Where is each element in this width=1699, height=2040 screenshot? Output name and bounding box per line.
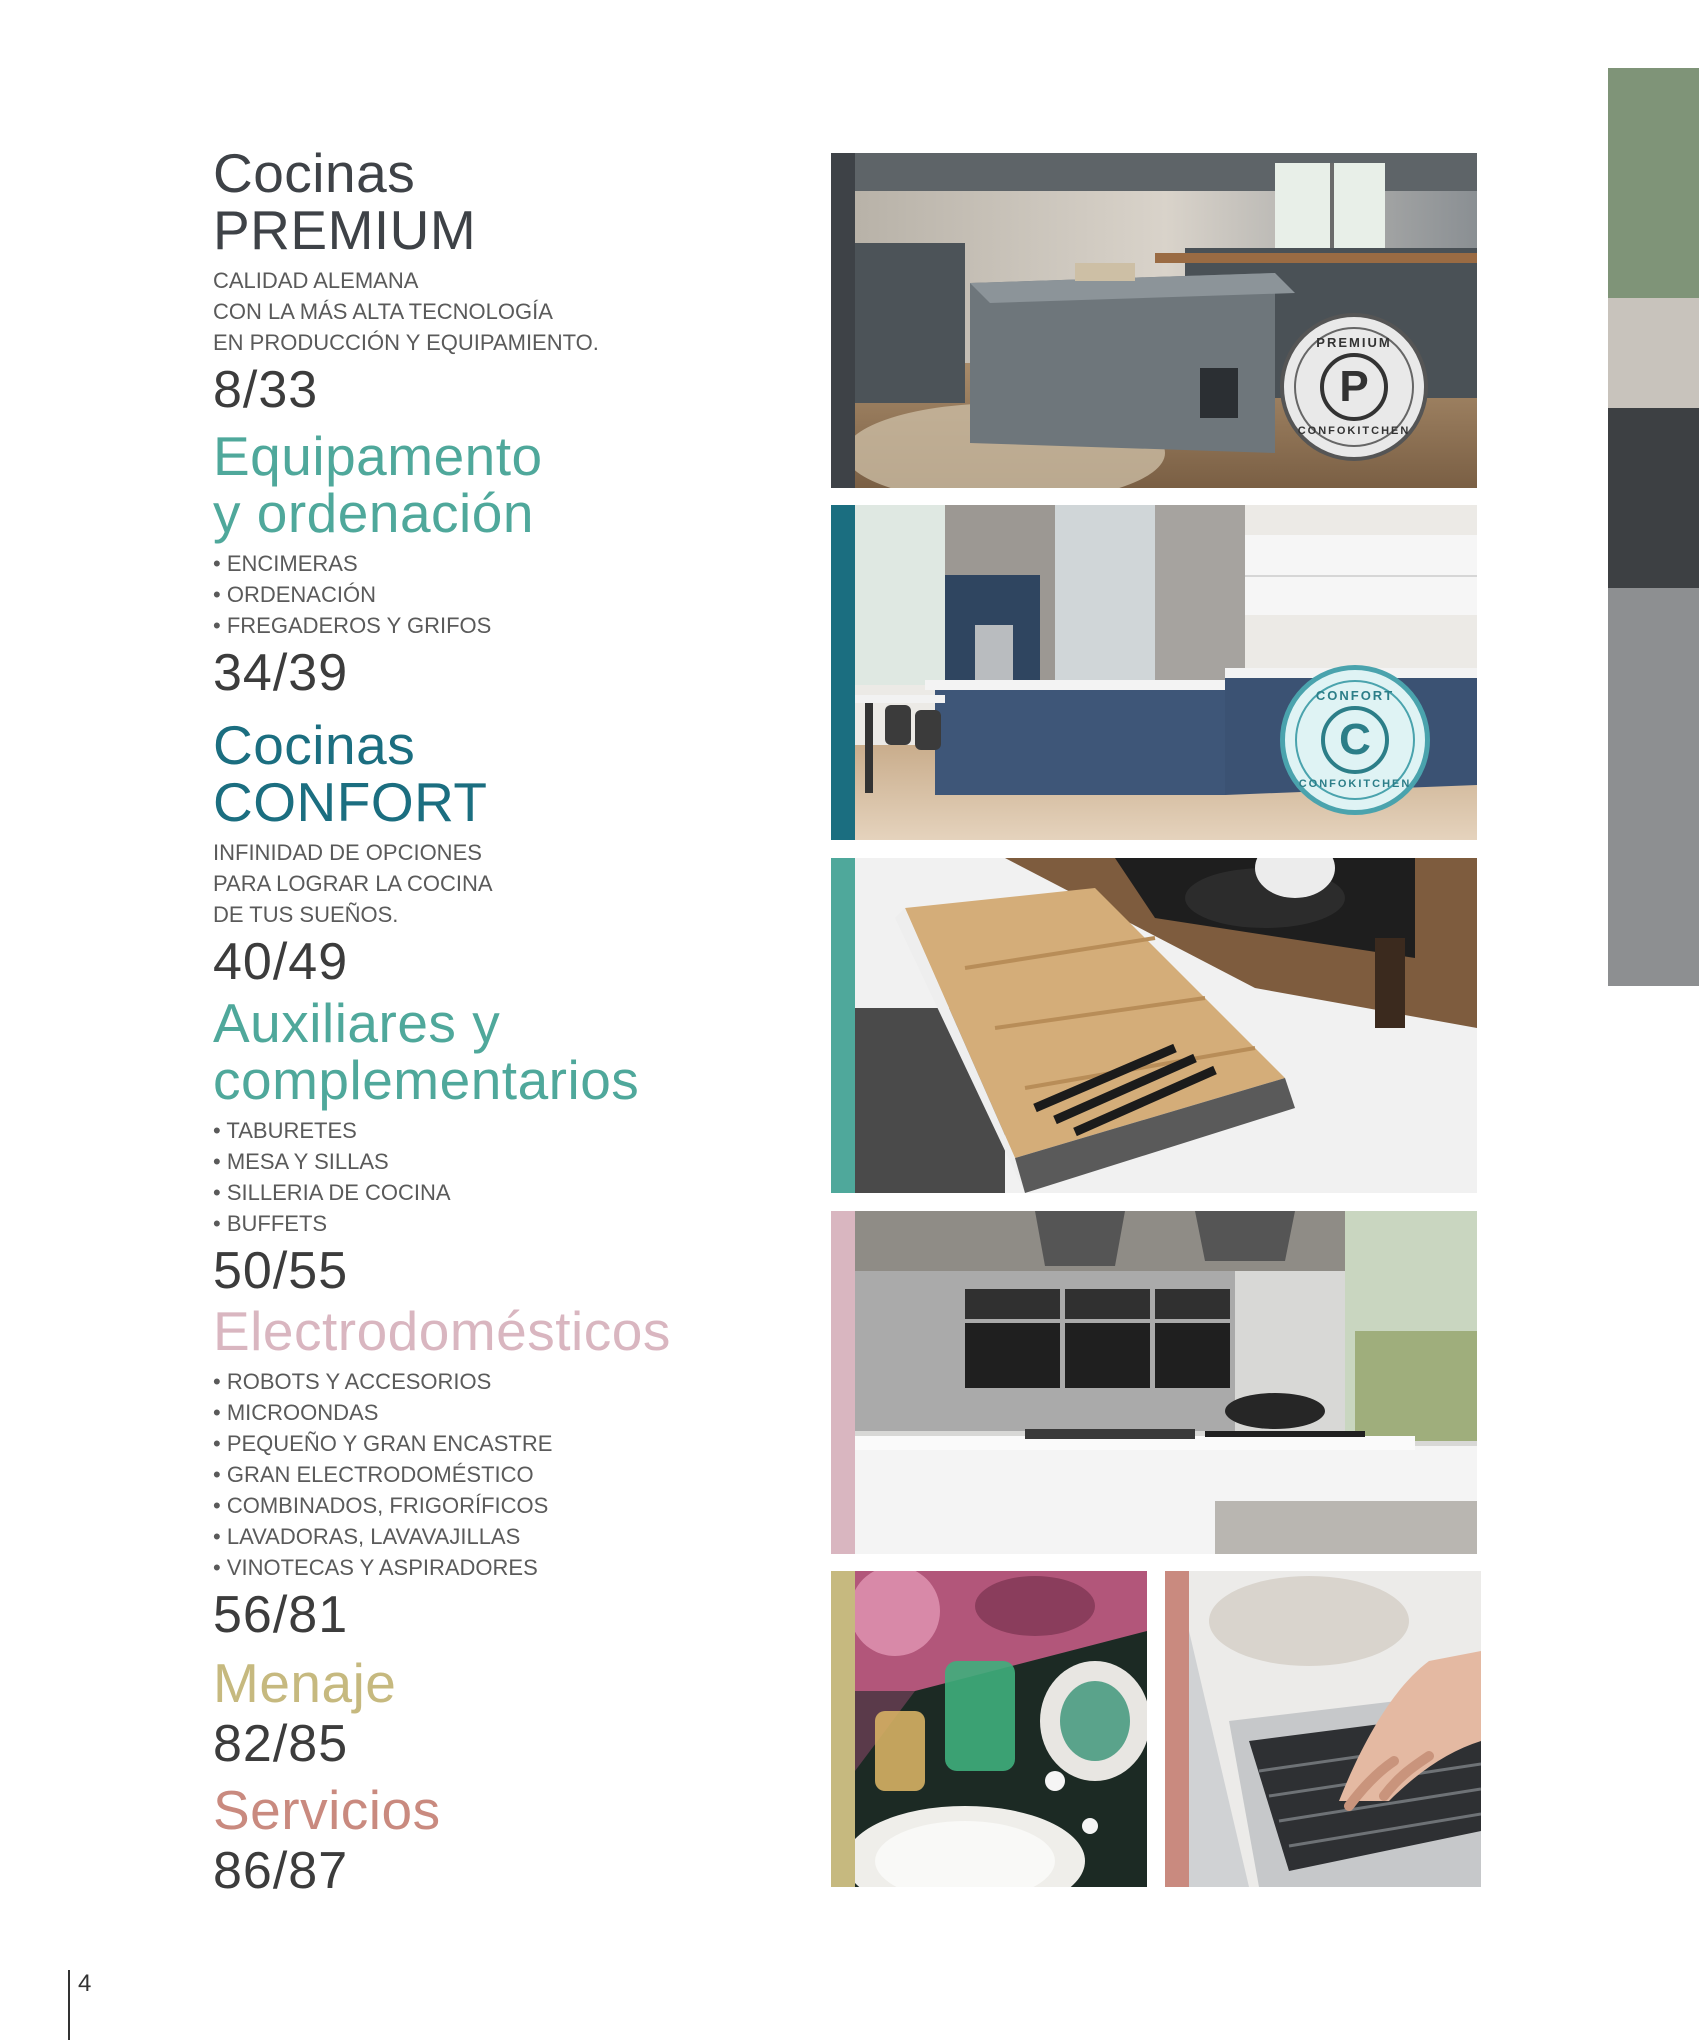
page-number: 4 — [78, 1970, 92, 1997]
confort-badge — [1280, 665, 1430, 815]
title-line-1: Menaje — [213, 1652, 397, 1714]
section-title — [213, 1779, 441, 1841]
section-title — [213, 992, 640, 1111]
section-bullets — [213, 1366, 671, 1583]
tile-menaje[interactable] — [831, 1571, 1147, 1887]
desc-line: CALIDAD ALEMANA — [213, 268, 419, 293]
tile-appliances[interactable] — [831, 1211, 1477, 1554]
title-line-1: Auxiliares y — [213, 992, 501, 1054]
page-range[interactable]: 40/49 — [213, 933, 349, 991]
tile-premium-kitchen[interactable] — [831, 153, 1477, 488]
drawer-photo — [855, 858, 1477, 1193]
bullet-item: • MICROONDAS — [213, 1397, 671, 1428]
color-bar — [831, 858, 855, 1193]
page-range[interactable]: 34/39 — [213, 644, 349, 702]
laptop-photo — [1189, 1571, 1481, 1887]
title-line-2: complementarios — [213, 1049, 640, 1111]
badge-bottom-text: CONFOKITCHEN — [1297, 425, 1411, 437]
bullet-item: • ROBOTS Y ACCESORIOS — [213, 1366, 671, 1397]
title-line-2: y ordenación — [213, 482, 534, 544]
section-servicios — [213, 1779, 441, 1900]
title-line-2: PREMIUM — [213, 199, 477, 261]
bullet-item: • ENCIMERAS — [213, 548, 543, 579]
desc-line: INFINIDAD DE OPCIONES — [213, 840, 482, 865]
badge-top-text: PREMIUM — [1316, 335, 1392, 350]
desc-line: PARA LOGRAR LA COCINA — [213, 871, 493, 896]
section-premium — [213, 142, 599, 419]
premium-badge — [1280, 313, 1428, 461]
bullet-item: • SILLERIA DE COCINA — [213, 1177, 639, 1208]
bullet-item: • COMBINADOS, FRIGORÍFICOS — [213, 1490, 671, 1521]
title-line-2: CONFORT — [213, 771, 488, 833]
section-auxiliares — [213, 992, 640, 1300]
facing-page-edge-image — [1608, 68, 1699, 986]
title-line-1: Equipamento — [213, 425, 543, 487]
section-electrodomesticos — [213, 1300, 671, 1644]
page-range[interactable]: 82/85 — [213, 1715, 349, 1773]
badge-top-text: CONFORT — [1315, 688, 1395, 703]
tile-drawer[interactable] — [831, 858, 1477, 1193]
desc-line: EN PRODUCCIÓN Y EQUIPAMIENTO. — [213, 330, 599, 355]
title-line-1: Cocinas — [213, 142, 416, 204]
tile-confort-kitchen[interactable] — [831, 505, 1477, 840]
badge-letter: C — [1321, 706, 1389, 774]
bullet-item: • LAVADORAS, LAVAVAJILLAS — [213, 1521, 671, 1552]
section-title — [213, 714, 493, 833]
bullet-item: • TABURETES — [213, 1115, 639, 1146]
page-range[interactable]: 86/87 — [213, 1842, 349, 1900]
bullet-item: • ORDENACIÓN — [213, 579, 543, 610]
section-title — [213, 142, 599, 261]
section-menaje — [213, 1652, 397, 1773]
section-confort — [213, 714, 493, 991]
bullet-item: • MESA Y SILLAS — [213, 1146, 639, 1177]
page-range[interactable]: 8/33 — [213, 361, 319, 419]
bullet-item: • VINOTECAS Y ASPIRADORES — [213, 1552, 671, 1583]
title-line-1: Electrodomésticos — [213, 1300, 671, 1362]
section-title — [213, 1652, 397, 1714]
color-bar — [831, 153, 855, 488]
color-bar — [831, 1211, 855, 1554]
color-bar — [831, 1571, 855, 1887]
title-line-1: Cocinas — [213, 714, 416, 776]
color-bar — [1165, 1571, 1189, 1887]
page-range[interactable]: 56/81 — [213, 1586, 349, 1644]
bullet-item: • BUFFETS — [213, 1208, 639, 1239]
bullet-item: • PEQUEÑO Y GRAN ENCASTRE — [213, 1428, 671, 1459]
title-line-1: Servicios — [213, 1779, 441, 1841]
section-bullets — [213, 1115, 639, 1239]
section-bullets — [213, 548, 543, 641]
tableware-photo — [855, 1571, 1147, 1887]
badge-bottom-text: CONFOKITCHEN — [1298, 778, 1412, 790]
bullet-item: • GRAN ELECTRODOMÉSTICO — [213, 1459, 671, 1490]
section-title — [213, 1300, 671, 1362]
section-title — [213, 425, 543, 544]
desc-line: DE TUS SUEÑOS. — [213, 902, 399, 927]
appliances-photo — [855, 1211, 1477, 1554]
desc-line: CON LA MÁS ALTA TECNOLOGÍA — [213, 299, 553, 324]
section-equipamento — [213, 425, 543, 702]
page-number-rule — [68, 1970, 70, 2040]
badge-letter: P — [1320, 353, 1388, 421]
page-range[interactable]: 50/55 — [213, 1242, 349, 1300]
tile-servicios[interactable] — [1165, 1571, 1481, 1887]
section-description — [213, 837, 493, 930]
bullet-item: • FREGADEROS Y GRIFOS — [213, 610, 543, 641]
section-description — [213, 265, 599, 358]
color-bar — [831, 505, 855, 840]
